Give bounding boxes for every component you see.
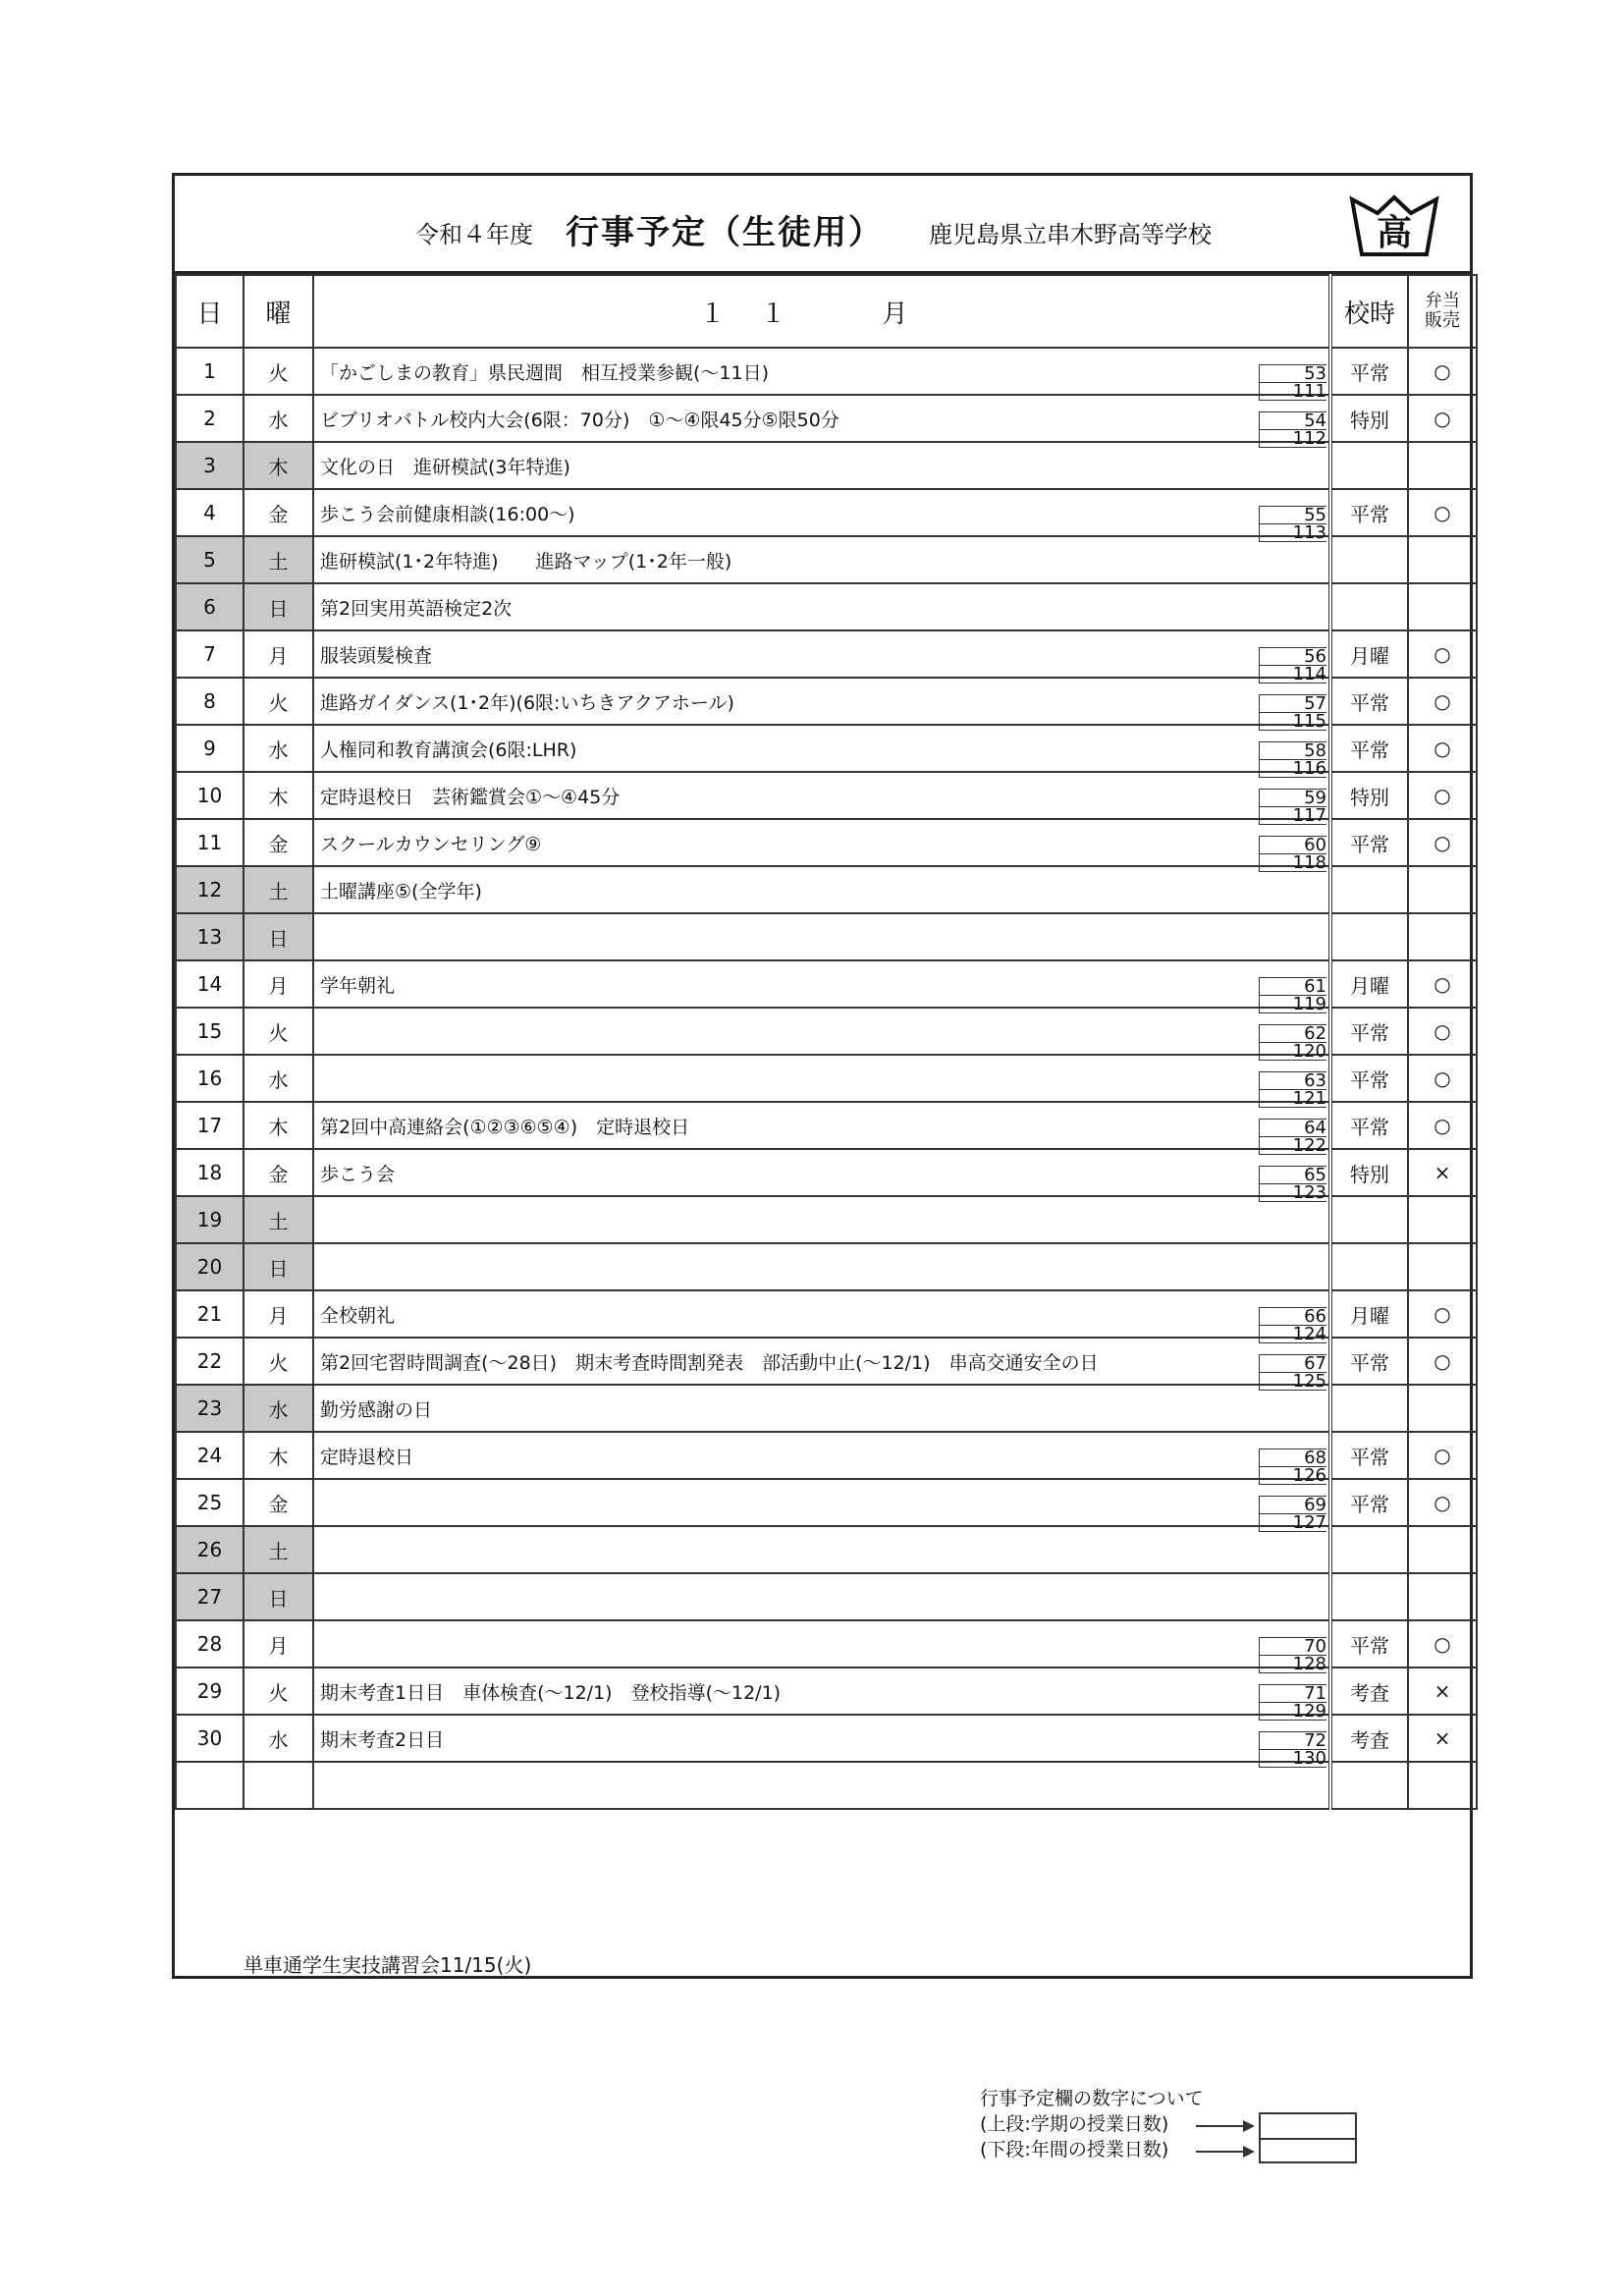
lunch-cell: ○ (1408, 1055, 1477, 1102)
event-text: 文化の日 進研模試(3年特進) (320, 457, 570, 478)
lunch-cell: ○ (1408, 1290, 1477, 1338)
event-text: 期末考査1日目 車体検査(～12/1) 登校指導(～12/1) (320, 1682, 782, 1704)
year-day-count: 111 (1260, 383, 1326, 401)
lunch-cell: × (1408, 1715, 1477, 1762)
day-cell: 16 (176, 1055, 243, 1102)
term-day-count: 65 (1260, 1166, 1326, 1184)
schedule-cell: 平常 (1330, 1432, 1408, 1479)
day-cell: 21 (176, 1290, 243, 1338)
lunch-cell: ○ (1408, 960, 1477, 1008)
legend (980, 2086, 1204, 2162)
lunch-cell: ○ (1408, 630, 1477, 678)
event-text: 歩こう会 (320, 1164, 396, 1185)
schedule-cell: 平常 (1330, 678, 1408, 725)
lunch-cell: ○ (1408, 1620, 1477, 1667)
schedule-cell: 平常 (1330, 1479, 1408, 1526)
weekday-cell: 日 (243, 1243, 313, 1290)
schedule-cell: 特別 (1330, 1149, 1408, 1196)
weekday-cell: 火 (243, 678, 313, 725)
weekday-cell: 金 (243, 819, 313, 866)
schedule-cell (1330, 1196, 1408, 1243)
lunch-cell: ○ (1408, 678, 1477, 725)
schedule-cell: 月曜 (1330, 960, 1408, 1008)
schedule-cell: 平常 (1330, 1620, 1408, 1667)
event-cell (313, 1102, 1330, 1156)
year-day-count: 116 (1260, 760, 1326, 778)
weekday-cell: 火 (243, 1338, 313, 1385)
event-cell (313, 960, 1330, 1014)
event-text: 服装頭髪検査 (320, 645, 433, 667)
term-day-count: 55 (1260, 506, 1326, 524)
term-day-count: 71 (1260, 1684, 1326, 1703)
table-row (176, 1290, 1477, 1338)
lunch-cell (1408, 913, 1477, 960)
year-day-count: 119 (1260, 996, 1326, 1013)
table-row (176, 489, 1477, 536)
lunch-cell: × (1408, 1149, 1477, 1196)
event-text: 土曜講座⑤(全学年) (320, 881, 482, 902)
day-cell: 13 (176, 913, 243, 960)
lunch-cell: ○ (1408, 489, 1477, 536)
event-cell (313, 1715, 1330, 1769)
col-weekday: 曜 (243, 275, 313, 348)
day-cell: 30 (176, 1715, 243, 1762)
day-cell: 9 (176, 725, 243, 772)
svg-text:高: 高 (1376, 213, 1413, 253)
day-cell: 4 (176, 489, 243, 536)
table-row (176, 1715, 1477, 1762)
year-day-count: 122 (1260, 1137, 1326, 1155)
day-cell: 23 (176, 1385, 243, 1432)
event-text: 進研模試(1･2年特進) 進路マップ(1･2年一般) (320, 551, 732, 573)
footer-note: 単車通学生実技講習会11/15(火) (243, 1953, 532, 1977)
table-row (176, 866, 1477, 913)
day-cell: 17 (176, 1102, 243, 1149)
schedule-cell: 平常 (1330, 1102, 1408, 1149)
table-row (176, 442, 1477, 489)
year-day-count: 121 (1260, 1090, 1326, 1108)
weekday-cell: 水 (243, 1055, 313, 1102)
event-cell (313, 819, 1330, 873)
day-cell: 27 (176, 1573, 243, 1620)
weekday-cell (243, 1762, 313, 1809)
event-cell (313, 348, 1330, 402)
term-day-count: 59 (1260, 789, 1326, 807)
schedule-table (175, 274, 1478, 1809)
lunch-cell (1408, 1762, 1477, 1809)
schedule-cell: 特別 (1330, 395, 1408, 442)
lunch-cell: ○ (1408, 725, 1477, 772)
year-day-count: 128 (1260, 1656, 1326, 1673)
lunch-cell: ○ (1408, 1479, 1477, 1526)
event-cell (313, 1055, 1330, 1109)
weekday-cell: 火 (243, 1008, 313, 1055)
lunch-cell: ○ (1408, 772, 1477, 819)
weekday-cell: 火 (243, 1667, 313, 1715)
schedule-cell: 平常 (1330, 1338, 1408, 1385)
schedule-cell (1330, 442, 1408, 489)
day-cell: 15 (176, 1008, 243, 1055)
legend-lower: (下段:年間の授業日数) (980, 2139, 1169, 2160)
weekday-cell: 日 (243, 583, 313, 630)
year-day-count: 129 (1260, 1703, 1326, 1721)
year-day-count: 113 (1260, 524, 1326, 542)
col-day: 日 (176, 275, 243, 348)
term-day-count: 56 (1260, 647, 1326, 666)
table-row (176, 1762, 1477, 1809)
term-day-count: 67 (1260, 1354, 1326, 1373)
event-cell (313, 1243, 1330, 1290)
weekday-cell: 水 (243, 395, 313, 442)
year-day-count: 120 (1260, 1043, 1326, 1061)
schedule-cell (1330, 1385, 1408, 1432)
term-day-count: 61 (1260, 977, 1326, 996)
day-cell: 18 (176, 1149, 243, 1196)
weekday-cell: 日 (243, 913, 313, 960)
event-cell (313, 1762, 1330, 1809)
table-row (176, 1196, 1477, 1243)
event-cell (313, 1196, 1330, 1243)
lunch-cell: × (1408, 1667, 1477, 1715)
lunch-cell (1408, 1243, 1477, 1290)
table-row (176, 1102, 1477, 1149)
lunch-cell (1408, 1196, 1477, 1243)
event-text: 第2回実用英語検定2次 (320, 598, 513, 620)
table-row (176, 1620, 1477, 1667)
weekday-cell: 土 (243, 866, 313, 913)
event-cell (313, 1149, 1330, 1203)
event-text: 第2回中高連絡会(①②③⑥⑤④) 定時退校日 (320, 1117, 690, 1138)
schedule-cell: 月曜 (1330, 630, 1408, 678)
schedule-cell: 平常 (1330, 489, 1408, 536)
weekday-cell: 土 (243, 536, 313, 583)
lunch-cell: ○ (1408, 819, 1477, 866)
event-text: 「かごしまの教育」県民週間 相互授業参観(～11日) (320, 362, 770, 384)
day-cell: 20 (176, 1243, 243, 1290)
col-lunch (1408, 275, 1477, 348)
header-row (176, 275, 1477, 348)
schedule-cell: 考査 (1330, 1667, 1408, 1715)
day-cell: 5 (176, 536, 243, 583)
table-row (176, 1149, 1477, 1196)
event-text: 定時退校日 (320, 1447, 414, 1468)
term-day-count: 66 (1260, 1307, 1326, 1326)
year-day-count: 126 (1260, 1467, 1326, 1485)
table-row (176, 1008, 1477, 1055)
table-row (176, 1338, 1477, 1385)
weekday-cell: 木 (243, 1432, 313, 1479)
term-day-count: 54 (1260, 411, 1326, 430)
title-bar (175, 176, 1470, 274)
event-cell (313, 725, 1330, 779)
weekday-cell: 月 (243, 1290, 313, 1338)
lunch-cell (1408, 442, 1477, 489)
day-cell: 28 (176, 1620, 243, 1667)
table-row (176, 583, 1477, 630)
term-day-count: 62 (1260, 1024, 1326, 1043)
event-cell (313, 1290, 1330, 1344)
schedule-sheet (172, 173, 1473, 2160)
year-day-count: 118 (1260, 854, 1326, 872)
term-day-count: 70 (1260, 1637, 1326, 1656)
schedule-cell: 平常 (1330, 1055, 1408, 1102)
event-cell (313, 678, 1330, 732)
fiscal-year: 令和４年度 (415, 221, 533, 248)
year-day-count: 124 (1260, 1326, 1326, 1343)
event-cell (313, 1008, 1330, 1062)
term-day-count: 69 (1260, 1496, 1326, 1514)
schedule-cell (1330, 1243, 1408, 1290)
event-cell (313, 1338, 1330, 1392)
day-cell: 2 (176, 395, 243, 442)
event-text: 勤労感謝の日 (320, 1399, 433, 1421)
legend-arrow-upper-icon (1196, 2125, 1253, 2127)
day-cell (176, 1762, 243, 1809)
weekday-cell: 木 (243, 772, 313, 819)
weekday-cell: 水 (243, 1385, 313, 1432)
table-row (176, 913, 1477, 960)
day-cell: 7 (176, 630, 243, 678)
event-cell (313, 395, 1330, 449)
school-name: 鹿児島県立串木野高等学校 (929, 221, 1212, 248)
lunch-cell: ○ (1408, 348, 1477, 395)
table-row (176, 772, 1477, 819)
day-cell: 6 (176, 583, 243, 630)
col-schedule: 校時 (1330, 275, 1408, 348)
event-cell (313, 1385, 1330, 1432)
table-row (176, 1432, 1477, 1479)
day-cell: 24 (176, 1432, 243, 1479)
schedule-cell: 平常 (1330, 819, 1408, 866)
table-row (176, 536, 1477, 583)
col-lunch-label: 弁当販売 (1425, 291, 1460, 331)
weekday-cell: 金 (243, 1479, 313, 1526)
lunch-cell (1408, 536, 1477, 583)
schedule-cell (1330, 866, 1408, 913)
schedule-cell (1330, 1762, 1408, 1809)
event-cell (313, 536, 1330, 583)
weekday-cell: 火 (243, 348, 313, 395)
term-day-count: 57 (1260, 694, 1326, 713)
schedule-cell: 平常 (1330, 725, 1408, 772)
weekday-cell: 土 (243, 1196, 313, 1243)
weekday-cell: 金 (243, 489, 313, 536)
legend-box (1259, 2112, 1357, 2163)
schedule-cell: 特別 (1330, 772, 1408, 819)
schedule-cell (1330, 536, 1408, 583)
term-day-count: 68 (1260, 1449, 1326, 1467)
day-cell: 25 (176, 1479, 243, 1526)
event-cell (313, 866, 1330, 913)
table-row (176, 725, 1477, 772)
weekday-cell: 金 (243, 1149, 313, 1196)
event-text: 人権同和教育講演会(6限:LHR) (320, 739, 577, 761)
day-cell: 12 (176, 866, 243, 913)
term-day-count: 58 (1260, 741, 1326, 760)
day-cell: 8 (176, 678, 243, 725)
event-text: 定時退校日 芸術鑑賞会①～④45分 (320, 787, 621, 808)
lunch-cell (1408, 583, 1477, 630)
schedule-cell (1330, 583, 1408, 630)
table-row (176, 1667, 1477, 1715)
weekday-cell: 木 (243, 1102, 313, 1149)
event-cell (313, 1432, 1330, 1486)
table-row (176, 1479, 1477, 1526)
event-cell (313, 630, 1330, 684)
day-cell: 19 (176, 1196, 243, 1243)
day-cell: 14 (176, 960, 243, 1008)
event-cell (313, 772, 1330, 826)
event-cell (313, 442, 1330, 489)
event-cell (313, 1667, 1330, 1722)
schedule-cell: 平常 (1330, 348, 1408, 395)
event-text: 全校朝礼 (320, 1305, 396, 1327)
schedule-cell (1330, 1526, 1408, 1573)
day-cell: 22 (176, 1338, 243, 1385)
event-cell (313, 1573, 1330, 1620)
legend-title: 行事予定欄の数字について (980, 2088, 1204, 2109)
schedule-cell: 考査 (1330, 1715, 1408, 1762)
year-day-count: 127 (1260, 1514, 1326, 1532)
day-cell: 26 (176, 1526, 243, 1573)
lunch-cell (1408, 866, 1477, 913)
lunch-cell: ○ (1408, 395, 1477, 442)
col-month: １１ 月 (313, 275, 1330, 348)
year-day-count: 115 (1260, 713, 1326, 731)
school-emblem-icon (1348, 193, 1440, 258)
weekday-cell: 日 (243, 1573, 313, 1620)
table-row (176, 678, 1477, 725)
table-row (176, 1573, 1477, 1620)
schedule-cell (1330, 1573, 1408, 1620)
legend-arrow-lower-icon (1196, 2151, 1253, 2153)
event-text: ビブリオバトル校内大会(6限：70分) ①～④限45分⑤限50分 (320, 410, 839, 431)
table-row (176, 819, 1477, 866)
event-text: 期末考査2日目 (320, 1729, 445, 1751)
term-day-count: 53 (1260, 364, 1326, 383)
weekday-cell: 水 (243, 1715, 313, 1762)
year-day-count: 117 (1260, 807, 1326, 825)
lunch-cell (1408, 1573, 1477, 1620)
schedule-cell: 月曜 (1330, 1290, 1408, 1338)
term-day-count: 63 (1260, 1071, 1326, 1090)
day-cell: 11 (176, 819, 243, 866)
event-text: 学年朝礼 (320, 975, 396, 997)
year-day-count: 114 (1260, 666, 1326, 683)
event-text: 歩こう会前健康相談(16:00～) (320, 504, 575, 525)
legend-upper: (上段:学期の授業日数) (980, 2113, 1169, 2135)
day-cell: 3 (176, 442, 243, 489)
event-text: 第2回宅習時間調査(～28日) 期末考査時間割発表 部活動中止(～12/1) 串高交通安全の日 (320, 1352, 1099, 1374)
term-day-count: 64 (1260, 1119, 1326, 1137)
term-day-count: 72 (1260, 1731, 1326, 1750)
lunch-cell: ○ (1408, 1008, 1477, 1055)
day-cell: 29 (176, 1667, 243, 1715)
table-row (176, 395, 1477, 442)
lunch-cell: ○ (1408, 1102, 1477, 1149)
year-day-count: 125 (1260, 1373, 1326, 1391)
weekday-cell: 月 (243, 960, 313, 1008)
year-day-count: 112 (1260, 430, 1326, 448)
schedule-cell (1330, 913, 1408, 960)
schedule-cell: 平常 (1330, 1008, 1408, 1055)
table-row (176, 1243, 1477, 1290)
page-title: 行事予定（生徒用） (566, 213, 884, 252)
lunch-cell (1408, 1526, 1477, 1573)
weekday-cell: 水 (243, 725, 313, 772)
table-row (176, 1385, 1477, 1432)
table-row (176, 1055, 1477, 1102)
table-row (176, 630, 1477, 678)
day-cell: 10 (176, 772, 243, 819)
weekday-cell: 月 (243, 630, 313, 678)
weekday-cell: 土 (243, 1526, 313, 1573)
term-day-count: 60 (1260, 836, 1326, 854)
lunch-cell (1408, 1385, 1477, 1432)
event-text: 進路ガイダンス(1･2年)(6限:いちきアクアホール) (320, 692, 734, 714)
year-day-count: 130 (1260, 1750, 1326, 1768)
table-row (176, 960, 1477, 1008)
year-day-count: 123 (1260, 1184, 1326, 1202)
day-cell: 1 (176, 348, 243, 395)
lunch-cell: ○ (1408, 1338, 1477, 1385)
event-cell (313, 913, 1330, 960)
event-cell (313, 1526, 1330, 1573)
table-row (176, 348, 1477, 395)
event-cell (313, 1479, 1330, 1533)
lunch-cell: ○ (1408, 1432, 1477, 1479)
event-text: スクールカウンセリング⑨ (320, 834, 542, 855)
weekday-cell: 木 (243, 442, 313, 489)
weekday-cell: 月 (243, 1620, 313, 1667)
table-row (176, 1526, 1477, 1573)
event-cell (313, 489, 1330, 543)
event-cell (313, 1620, 1330, 1674)
event-cell (313, 583, 1330, 630)
